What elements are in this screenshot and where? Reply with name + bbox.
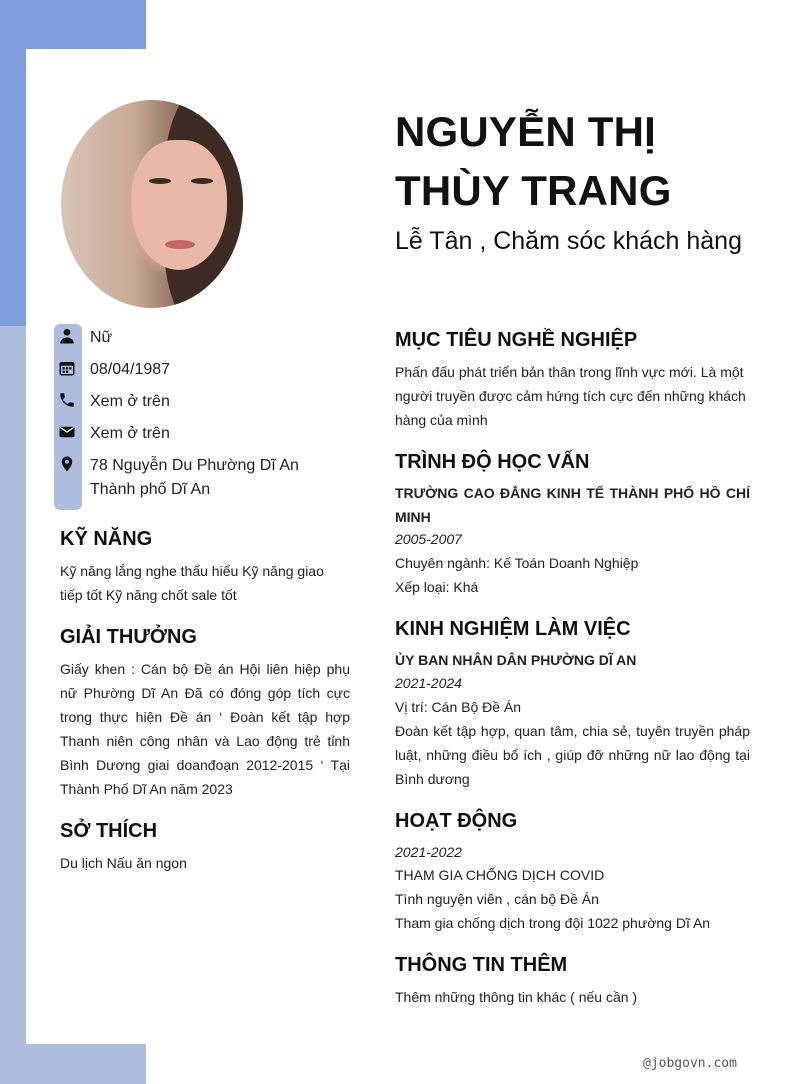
name-line-2: THÙY TRANG bbox=[395, 167, 672, 214]
calendar-icon bbox=[58, 359, 78, 379]
name-line-1: NGUYỄN THỊ bbox=[395, 108, 657, 155]
contact-gender bbox=[58, 326, 113, 347]
activities-name: THAM GIA CHỐNG DỊCH COVID bbox=[395, 867, 605, 883]
education-period: 2005-2007 bbox=[395, 531, 462, 547]
gender-text: Nữ bbox=[90, 329, 113, 346]
location-pin-icon bbox=[58, 455, 78, 475]
experience-position: Vị trí: Cán Bộ Đề Án bbox=[395, 699, 522, 715]
education-major: Chuyên ngành: Kế Toán Doanh Nghiệp bbox=[395, 555, 639, 571]
decor-bar-left bbox=[0, 326, 26, 1084]
person-icon bbox=[58, 327, 78, 347]
awards-text: Giấy khen : Cán bộ Đề án Hội liên hiệp phụ nữ Phường Dĩ An Đã có đóng góp tích cực trong thực hiện Đề án ‘ Đoàn kết tập hợp Thanh niên công nhân và Lao động trẻ tỉnh Bình Dương giai doanđoạn 2012-2015 ‘ Tại Thành Phố Dĩ An năm 2023 bbox=[60, 661, 350, 797]
profile-photo bbox=[61, 100, 243, 308]
education-school: TRƯỜNG CAO ĐẲNG KINH TẾ THÀNH PHỐ HỒ CHÍ MINH bbox=[395, 485, 750, 525]
email-icon bbox=[58, 423, 78, 443]
objective-heading: MỤC TIÊU NGHỀ NGHIỆP bbox=[395, 329, 638, 351]
education-rank: Xếp loại: Khá bbox=[395, 579, 479, 595]
skills-text: Kỹ năng lắng nghe thấu hiểu Kỹ năng giao tiếp tốt Kỹ năng chốt sale tốt bbox=[60, 563, 324, 603]
contact-email bbox=[58, 422, 170, 443]
experience-org: ỦY BAN NHÂN DÂN PHƯỜNG DĨ AN bbox=[395, 652, 637, 668]
activities-period: 2021-2022 bbox=[395, 844, 462, 860]
candidate-role: Lễ Tân , Chăm sóc khách hàng bbox=[395, 227, 742, 255]
experience-heading: KINH NGHIỆM LÀM VIỆC bbox=[395, 618, 631, 640]
extra-text: Thêm những thông tin khác ( nếu cần ) bbox=[395, 989, 638, 1005]
skills-heading: KỸ NĂNG bbox=[60, 528, 153, 550]
extra-heading: THÔNG TIN THÊM bbox=[395, 954, 568, 976]
hobbies-text: Du lịch Nấu ăn ngon bbox=[60, 855, 187, 871]
contact-phone bbox=[58, 390, 170, 411]
education-heading: TRÌNH ĐỘ HỌC VẤN bbox=[395, 451, 590, 473]
birthday-text: 08/04/1987 bbox=[90, 361, 171, 378]
contact-icon-strip bbox=[54, 324, 82, 510]
candidate-name bbox=[395, 102, 765, 220]
activities-desc: Tham gia chống dịch trong đội 1022 phường Dĩ An bbox=[395, 915, 711, 931]
email-text: Xem ở trên bbox=[90, 425, 170, 442]
experience-period: 2021-2024 bbox=[395, 675, 462, 691]
contact-birthday bbox=[58, 358, 171, 379]
objective-text: Phấn đấu phát triển bản thân trong lĩnh vực mới. Là một người truyền được cảm hứng tích cực đến những khách hàng của mình bbox=[395, 364, 746, 428]
contact-address bbox=[58, 454, 299, 498]
decor-bar-bottom bbox=[0, 1044, 146, 1084]
phone-text: Xem ở trên bbox=[90, 393, 170, 410]
phone-icon bbox=[58, 391, 78, 411]
address-text: 78 Nguyễn Du Phường Dĩ An Thành phố Dĩ An bbox=[90, 457, 299, 498]
hobbies-heading: SỞ THÍCH bbox=[60, 820, 158, 842]
experience-desc: Đoàn kết tập hợp, quan tâm, chia sẻ, tuyên truyền pháp luật, những điều bổ ích , giúp đỡ những nữ lao động tại Bình dương bbox=[395, 723, 750, 787]
activities-role: Tình nguyện viên , cán bộ Đề Án bbox=[395, 891, 599, 907]
watermark: @jobgovn.com bbox=[643, 1056, 737, 1071]
awards-heading: GIẢI THƯỞNG bbox=[60, 626, 197, 648]
activities-heading: HOẠT ĐỘNG bbox=[395, 810, 518, 832]
